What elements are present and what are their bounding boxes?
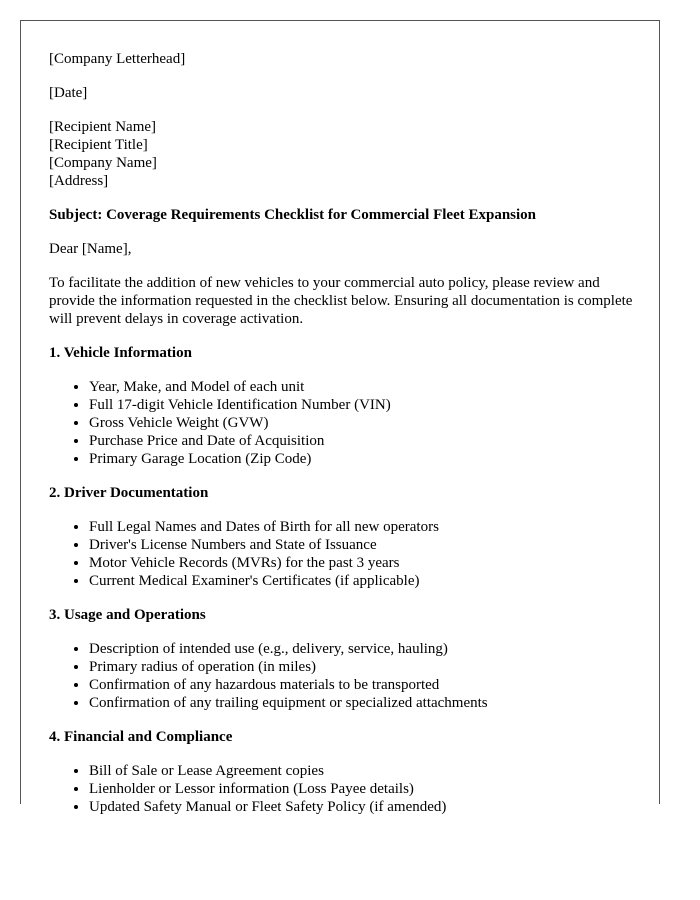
list-item: • Description of intended use (e.g., delivery, service, hauling) (89, 640, 639, 658)
usage-and-operations-list (49, 640, 639, 712)
list-item: • Primary radius of operation (in miles) (89, 658, 639, 676)
list-item: • Confirmation of any trailing equipment or specialized attachments (89, 694, 639, 712)
list-item: • Confirmation of any hazardous materials to be transported (89, 676, 639, 694)
list-item: • Motor Vehicle Records (MVRs) for the past 3 years (89, 554, 639, 572)
list-item: • Full Legal Names and Dates of Birth for all new operators (89, 518, 639, 536)
section-heading-vehicle-information: 1. Vehicle Information (49, 345, 192, 361)
list-item: • Primary Garage Location (Zip Code) (89, 450, 639, 468)
list-item: • Year, Make, and Model of each unit (89, 378, 639, 396)
intro-paragraph: To facilitate the addition of new vehicles to your commercial auto policy, please review and provide the information requested in the checklist below. Ensuring all documentation is complete will prevent delays in coverage activation. (49, 275, 633, 327)
subject-line: Subject: Coverage Requirements Checklist for Commercial Fleet Expansion (49, 207, 537, 223)
driver-documentation-list (49, 518, 639, 590)
letter-content (49, 50, 639, 832)
financial-and-compliance-list (49, 762, 639, 816)
list-item: • Gross Vehicle Weight (GVW) (89, 414, 639, 432)
list-item: • Driver's License Numbers and State of Issuance (89, 536, 639, 554)
recipient-block (49, 118, 639, 190)
section-heading-usage-and-operations: 3. Usage and Operations (49, 607, 206, 623)
section-heading-financial-and-compliance: 4. Financial and Compliance (49, 729, 233, 745)
recipient-name: [Recipient Name] (49, 119, 157, 135)
company-letterhead: [Company Letterhead] (49, 51, 186, 67)
salutation: Dear [Name], (49, 241, 132, 257)
recipient-company: [Company Name] (49, 155, 157, 171)
list-item: • Bill of Sale or Lease Agreement copies (89, 762, 639, 780)
letter-page (20, 20, 660, 815)
letter-date: [Date] (49, 85, 88, 101)
list-item: • Full 17-digit Vehicle Identification Number (VIN) (89, 396, 639, 414)
recipient-title: [Recipient Title] (49, 137, 148, 153)
list-item: • Lienholder or Lessor information (Loss Payee details) (89, 780, 639, 798)
section-heading-driver-documentation: 2. Driver Documentation (49, 485, 209, 501)
recipient-address: [Address] (49, 173, 109, 189)
list-item: • Purchase Price and Date of Acquisition (89, 432, 639, 450)
vehicle-information-list (49, 378, 639, 468)
list-item: • Current Medical Examiner's Certificates (if applicable) (89, 572, 639, 590)
list-item: • Updated Safety Manual or Fleet Safety Policy (if amended) (89, 798, 639, 816)
